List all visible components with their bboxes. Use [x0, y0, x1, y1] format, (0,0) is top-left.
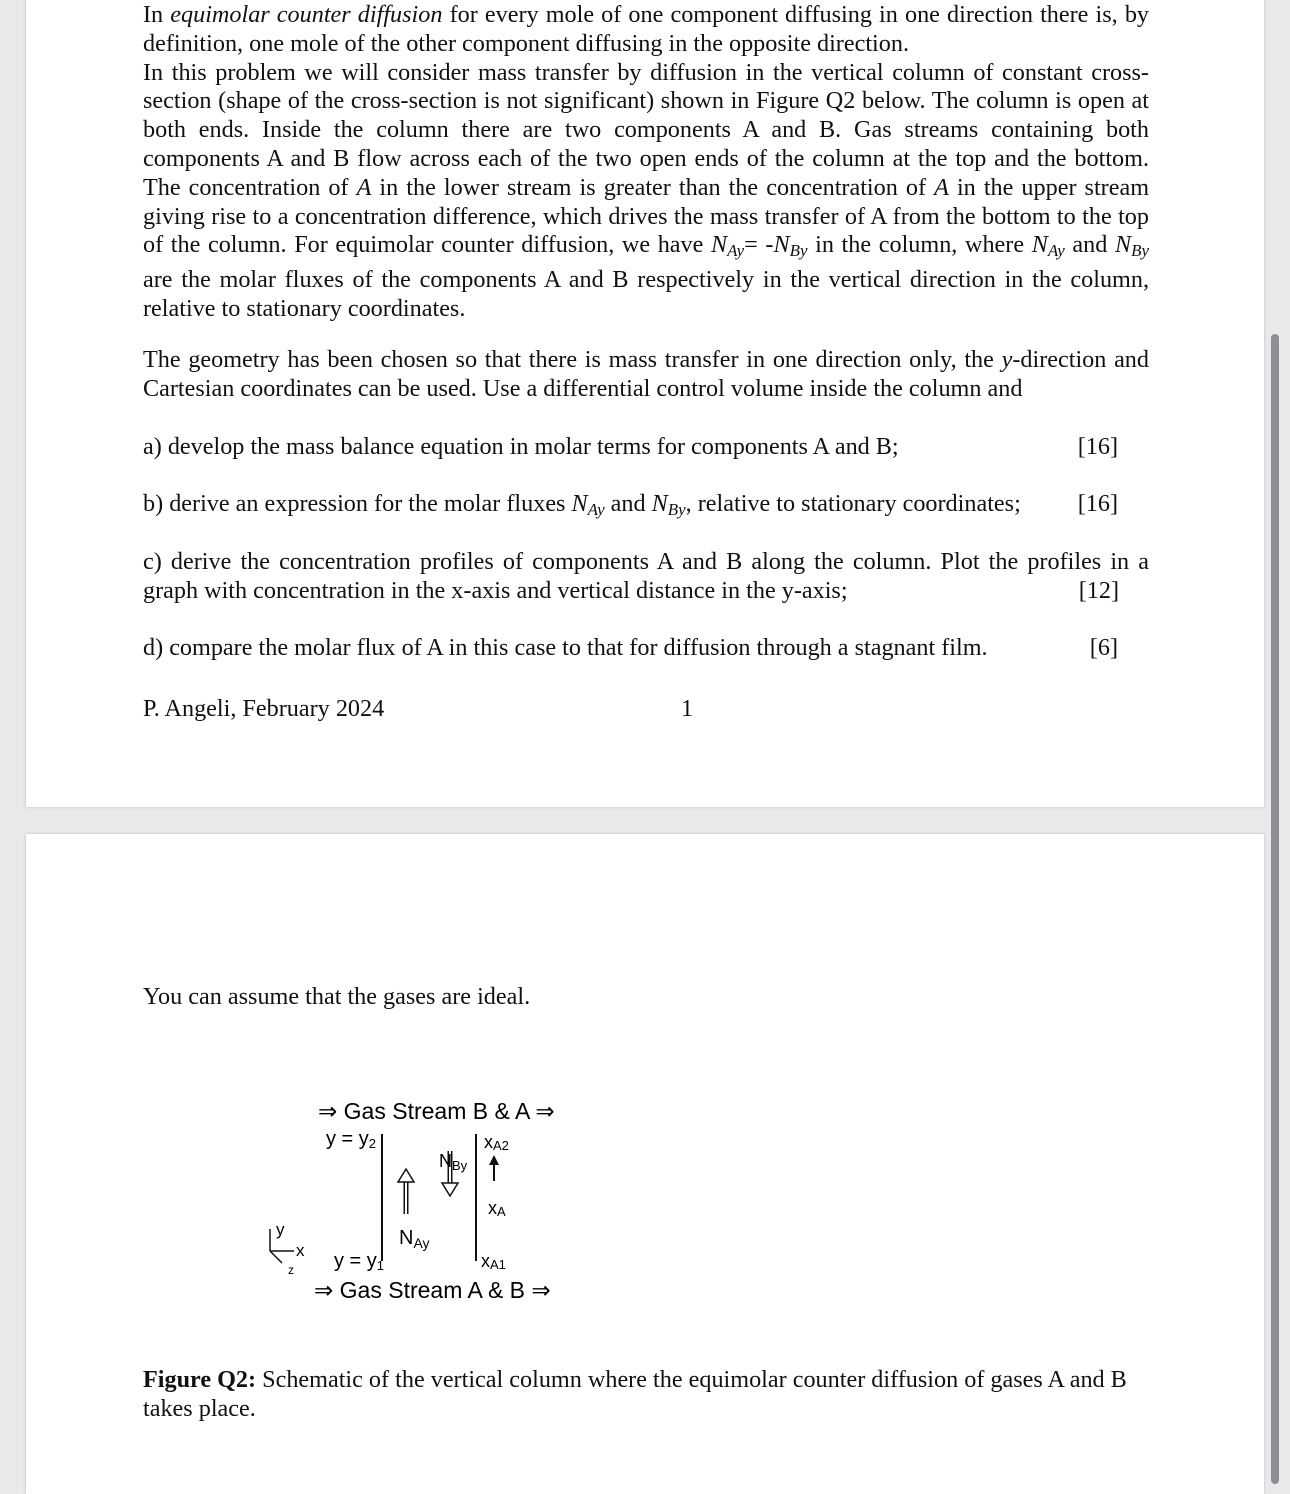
coordinate-axes-icon: [270, 1220, 305, 1277]
ideal-gas-note: You can assume that the gases are ideal.: [143, 983, 531, 1010]
question-b-marks: [16]: [1077, 490, 1118, 517]
xa2-label: xA2: [484, 1132, 509, 1153]
intro-paragraph-2: In this problem we will consider mass transfer by diffusion in the vertical column of constant cross-section (shape of the cross-section is not significant) shown in Figure Q2 below. The column is open at both ends. Inside the column there are two components A and B. Gas streams containing both components A and B flow across each of the two open ends of the column at the top and the bottom. The concentration of A in the lower stream is greater than the concentration of A in the upper stream giving rise to a concentration difference, which drives the mass transfer of A from the bottom to the top of the column. For equimolar counter diffusion, we have $N_{Ay}= -N_{By}$ in the column, where $N_{Ay}$ and $N_{By}$ are the molar fluxes of the components A and B respectively in the vertical direction in the column, relative to stationary coordinates.: [143, 58, 1150, 323]
xa1-label: xA1: [481, 1251, 506, 1272]
question-a-marks: [16]: [1077, 433, 1118, 460]
document-page-1: [26, 0, 1264, 807]
figure-q2-diagram: [226, 1089, 646, 1319]
question-b: b) derive an expression for the molar fluxes $N_{Ay}$ and $N_{By}$, relative to stationary coordinates; [16]: [143, 490, 1118, 520]
document-page-2: [26, 834, 1264, 1494]
vertical-scrollbar[interactable]: [1271, 334, 1279, 1484]
geometry-paragraph: The geometry has been chosen so that there is mass transfer in one direction only, the y-direction and Cartesian coordinates can be used. Use a differential control volume inside the column and: [143, 346, 1149, 402]
concentration-arrow-head: [489, 1155, 499, 1165]
svg-text:y: y: [276, 1220, 285, 1239]
nby-label: NBy: [439, 1151, 468, 1173]
intro-paragraph-1: In equimolar counter diffusion for every mole of one component diffusing in one direction there is, by definition, one mole of the other component diffusing in the opposite direction.: [143, 1, 1150, 57]
svg-text:z: z: [288, 1263, 294, 1277]
y-bottom-label: y = y1: [334, 1250, 385, 1273]
question-c: c) derive the concentration profiles of components A and B along the column. Plot the profiles in a graph with concentration in the x-axis and vertical distance in the y-axis; [12]: [143, 548, 1149, 604]
intro-text: [143, 1, 1149, 324]
question-d-marks: [6]: [1089, 634, 1118, 661]
page-number: 1: [681, 695, 694, 722]
nay-flux-arrow: [398, 1169, 414, 1214]
top-gas-stream-label: ⇒ Gas Stream B & A ⇒: [318, 1098, 555, 1124]
xa-label: xA: [488, 1198, 506, 1219]
question-c-marks: [12]: [1078, 576, 1119, 604]
figure-caption: Figure Q2: Schematic of the vertical column where the equimolar counter diffusion of gases A and B takes place.: [143, 1366, 1127, 1422]
svg-text:x: x: [296, 1241, 305, 1260]
footer-author: P. Angeli, February 2024: [143, 695, 385, 722]
question-a: a) develop the mass balance equation in molar terms for components A and B; [16]: [143, 433, 1118, 460]
nay-label: $N_{Ay}$: [399, 1227, 430, 1251]
bottom-gas-stream-label: ⇒ Gas Stream A & B ⇒: [314, 1277, 551, 1303]
question-d: d) compare the molar flux of A in this case to that for diffusion through a stagnant film. [6]: [143, 634, 1118, 661]
y-top-label: y = y2: [326, 1128, 377, 1151]
